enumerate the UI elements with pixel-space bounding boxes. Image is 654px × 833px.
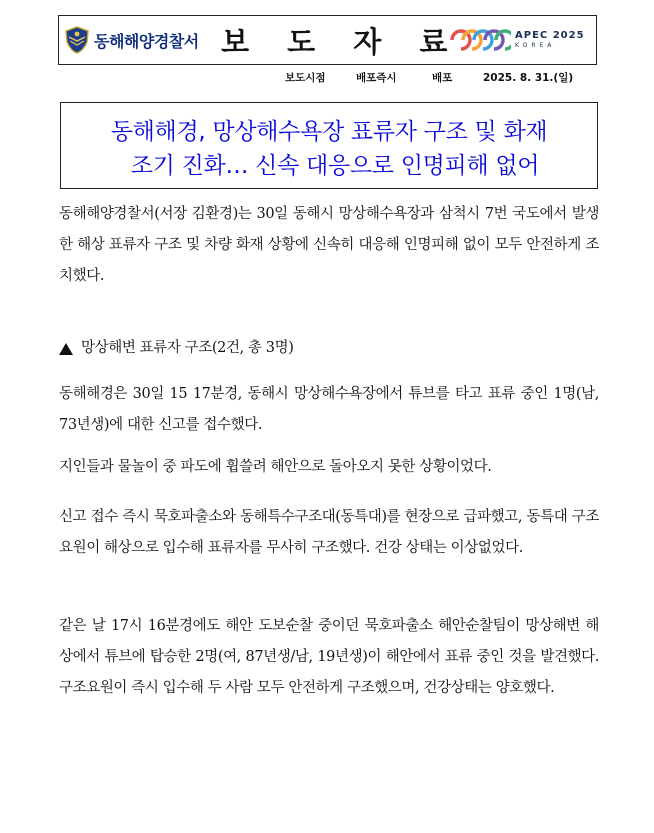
paragraph-2: 지인들과 물놀이 중 파도에 휩쓸려 해안으로 돌아오지 못한 상황이었다. bbox=[59, 459, 492, 475]
release-date: 2025. 8. 31.(일) bbox=[483, 72, 574, 84]
release-meta bbox=[0, 70, 654, 88]
headline-line-2: 조기 진화… 신속 대응으로 인명피해 없어 bbox=[130, 153, 540, 179]
paragraph-1: 동해해경은 30일 15 17분경, 동해시 망상해수욕장에서 튜브를 타고 표류 중인 1명(남, 73년생)에 대한 신고를 접수했다. bbox=[59, 386, 599, 433]
embargo-label: 보도시점 bbox=[285, 72, 326, 84]
headline-line-1: 동해해경, 망상해수욕장 표류자 구조 및 화재 bbox=[110, 119, 548, 145]
org-name: 동해해양경찰서 bbox=[94, 31, 199, 51]
apec-subtitle: KOREA bbox=[515, 42, 556, 49]
org-block bbox=[59, 25, 221, 55]
embargo-value: 배포즉시 bbox=[356, 72, 397, 84]
press-release-header bbox=[58, 15, 597, 65]
coast-guard-emblem-icon bbox=[63, 25, 91, 55]
headline-box bbox=[60, 102, 598, 189]
apec-title: APEC 2025 bbox=[515, 30, 585, 41]
paragraph-4: 같은 날 17시 16분경에도 해안 도보순찰 중이던 묵호파출소 해안순찰팀이 망상해변 해상에서 튜브에 탑승한 2명(여, 87년생/남, 19년생)이 해안에서 표류 중인 것을 발견했다. 구조요원이 즉시 입수해 두 사람 모두 안전하게 구조했으며, 건강상태는 양호했다. bbox=[59, 618, 599, 696]
section-heading bbox=[59, 333, 599, 364]
doc-type-title: 보 도 자 료 bbox=[221, 24, 462, 59]
triangle-bullet-icon bbox=[59, 343, 73, 355]
release-label: 배포 bbox=[432, 72, 453, 84]
apec-logo-icon bbox=[449, 27, 511, 53]
paragraph-3: 신고 접수 즉시 묵호파출소와 동해특수구조대(동특대)를 현장으로 급파했고, 동특대 구조요원이 해상으로 입수해 표류자를 무사히 구조했다. 건강 상태는 이상없었다. bbox=[59, 509, 599, 556]
apec-logo-block bbox=[449, 27, 585, 53]
intro-paragraph: 동해해양경찰서(서장 김환경)는 30일 동해시 망상해수욕장과 삼척시 7번 국도에서 발생한 해상 표류자 구조 및 차량 화재 상황에 신속히 대응해 인명피해 없이 모두 안전하게 조치했다. bbox=[59, 206, 599, 284]
section-heading-text: 망상해변 표류자 구조(2건, 총 3명) bbox=[81, 340, 294, 356]
